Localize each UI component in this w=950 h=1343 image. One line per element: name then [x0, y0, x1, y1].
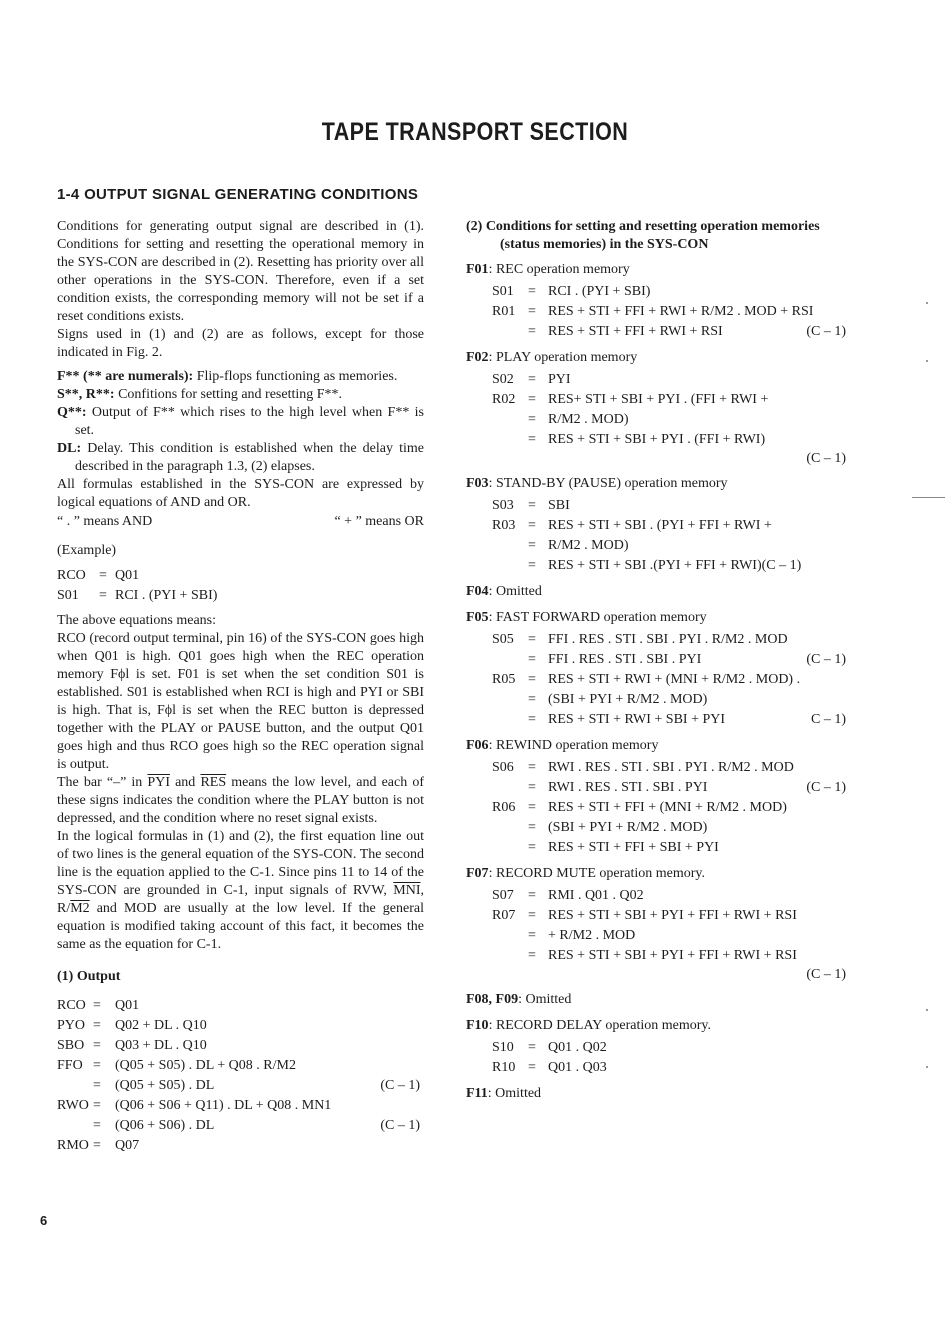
memory-equations	[466, 496, 846, 576]
eq-lhs: S10	[492, 1040, 514, 1055]
eq-rhs: RES + STI + SBI + PYI + FFI + RWI + RSI	[548, 908, 797, 923]
equation-row: = RWI . RES . STI . SBI . PYI (C – 1)	[492, 778, 846, 798]
eq-rhs: (SBI + PYI + R/M2 . MOD)	[548, 820, 708, 835]
memory-desc: : FAST FORWARD operation memory	[488, 610, 707, 625]
explain-head: The above equations means:	[57, 613, 217, 628]
eq-lhs: S07	[492, 888, 514, 903]
equation-row: = RES + STI + SBI + PYI . (FFI + RWI)	[492, 430, 846, 450]
memory-equations	[466, 630, 846, 730]
memory-id: F08, F09	[466, 992, 519, 1007]
eq-lhs: SBO	[57, 1038, 85, 1053]
equation-row: FFO = (Q05 + S05) . DL + Q08 . R/M2	[57, 1056, 424, 1076]
memory-id: F02	[466, 350, 489, 365]
def-term: DL:	[57, 441, 82, 456]
eq-rhs: + R/M2 . MOD	[548, 928, 636, 943]
memory-block-f06	[466, 736, 846, 858]
text-run: and	[169, 775, 201, 790]
eq-rhs: Q01 . Q02	[548, 1040, 607, 1055]
memory-desc: : REWIND operation memory	[488, 738, 659, 753]
eq-rhs: Q01	[115, 998, 140, 1013]
equation-row: S06 = RWI . RES . STI . SBI . PYI . R/M2 . MOD	[492, 758, 846, 778]
memory-desc: : Omitted	[487, 1086, 542, 1101]
memory-id: F03	[466, 476, 489, 491]
margin-rule	[912, 497, 945, 498]
bar-paragraph	[57, 774, 424, 828]
equation-row: = FFI . RES . STI . SBI . PYI (C – 1)	[492, 650, 846, 670]
eq-rhs: RWI . RES . STI . SBI . PYI	[548, 780, 708, 795]
memory-blocks	[466, 260, 846, 1104]
eq-lhs: S01	[57, 588, 79, 603]
right-column	[466, 218, 846, 1110]
eq-lhs: S03	[492, 498, 514, 513]
memory-block-f05	[466, 608, 846, 730]
text-run: , R/	[57, 883, 424, 916]
def-f	[57, 368, 424, 386]
equation-row: R10 = Q01 . Q03	[492, 1058, 846, 1078]
equation-row: RWO = (Q06 + S06 + Q11) . DL + Q08 . MN1	[57, 1096, 424, 1116]
eq-lhs: RCO	[57, 998, 86, 1013]
equation-row: = + R/M2 . MOD	[492, 926, 846, 946]
eq-rhs: Q01	[115, 568, 140, 583]
equation-row: S02 = PYI	[492, 370, 846, 390]
memory-equations	[466, 886, 846, 966]
eq-lhs: R02	[492, 392, 516, 407]
equation-row: = RES + STI + SBI .(PYI + FFI + RWI)(C – 1)	[492, 556, 846, 576]
memory-label	[466, 474, 846, 494]
memory-desc: : PLAY operation memory	[488, 350, 638, 365]
memory-label	[466, 736, 846, 756]
memory-desc: : Omitted	[488, 584, 542, 599]
equation-row: = RES + STI + SBI + PYI + FFI + RWI + RSI	[492, 946, 846, 966]
eq-rhs: FFI . RES . STI . SBI . PYI . R/M2 . MOD	[548, 632, 788, 647]
equation-row: R02 = RES+ STI + SBI + PYI . (FFI + RWI +	[492, 390, 846, 410]
eq-rhs: RWI . RES . STI . SBI . PYI . R/M2 . MOD	[548, 760, 794, 775]
eq-lhs: R03	[492, 518, 516, 533]
equation-row: = (SBI + PYI + R/M2 . MOD)	[492, 690, 846, 710]
memory-id: F04	[466, 584, 489, 599]
equation-row: S07 = RMI . Q01 . Q02	[492, 886, 846, 906]
eq-lhs: R10	[492, 1060, 516, 1075]
scan-dot	[926, 360, 928, 362]
equation-row: PYO = Q02 + DL . Q10	[57, 1016, 424, 1036]
scan-dot	[926, 1066, 928, 1068]
equation-row: R01 = RES + STI + FFI + RWI + R/M2 . MOD + RSI	[492, 302, 846, 322]
eq-rhs: R/M2 . MOD)	[548, 538, 629, 553]
equation-row: = R/M2 . MOD)	[492, 410, 846, 430]
eq-rhs: (SBI + PYI + R/M2 . MOD)	[548, 692, 708, 707]
memory-block-f11	[466, 1084, 846, 1104]
memory-label	[466, 582, 846, 602]
eq-lhs: S01	[492, 284, 514, 299]
all-formulas-paragraph: All formulas established in the SYS-CON are expressed by logical equations of AND and OR.	[57, 477, 424, 510]
eq-tag: (C – 1)	[806, 967, 846, 982]
eq-rhs: SBI	[548, 498, 570, 513]
eq-rhs: (Q05 + S05) . DL	[115, 1078, 215, 1093]
section-title: OUTPUT SIGNAL GENERATING CONDITIONS	[84, 186, 419, 203]
memory-block-f01	[466, 260, 846, 342]
eq-lhs: RWO	[57, 1098, 89, 1113]
memory-label	[466, 864, 846, 884]
eq-rhs: PYI	[548, 372, 571, 387]
eq-lhs: PYO	[57, 1018, 86, 1033]
eq-rhs: RCI . (PYI + SBI)	[548, 284, 651, 299]
means-and: “ . ” means AND	[57, 514, 153, 529]
eq-tag: (C – 1)	[806, 451, 846, 466]
eq-rhs: (Q06 + S06) . DL	[115, 1118, 215, 1133]
memory-id: F10	[466, 1018, 489, 1033]
memory-id: F01	[466, 262, 489, 277]
eq-tag: C – 1)	[811, 712, 846, 727]
eq-rhs: Q02 + DL . Q10	[115, 1018, 207, 1033]
equation-row: = (SBI + PYI + R/M2 . MOD)	[492, 818, 846, 838]
equation-row: R03 = RES + STI + SBI . (PYI + FFI + RWI +	[492, 516, 846, 536]
section-number: 1-4	[57, 186, 80, 203]
eq-rhs: R/M2 . MOD)	[548, 412, 629, 427]
memory-desc: : STAND-BY (PAUSE) operation memory	[488, 476, 728, 491]
equation-row: = RES + STI + FFI + RWI + RSI (C – 1)	[492, 322, 846, 342]
eq-lhs: RMO	[57, 1138, 89, 1153]
scan-dot	[926, 302, 928, 304]
equation-row: R05 = RES + STI + RWI + (MNI + R/M2 . MOD) .	[492, 670, 846, 690]
eq-rhs: Q01 . Q03	[548, 1060, 607, 1075]
eq-rhs: RES + STI + RWI + SBI + PYI	[548, 712, 726, 727]
eq-lhs: S06	[492, 760, 514, 775]
def-term: Q**:	[57, 405, 87, 420]
eq-tag: (C – 1)	[380, 1118, 420, 1133]
def-dl	[57, 440, 424, 476]
eq-tag: (C – 1)	[806, 652, 846, 667]
logical-paragraph	[57, 828, 424, 954]
memory-id: F07	[466, 866, 489, 881]
example-eq: S01 = RCI . (PYI + SBI)	[57, 586, 424, 606]
memory-id: F06	[466, 738, 489, 753]
memory-equations	[466, 1038, 846, 1078]
memory-desc: : Omitted	[518, 992, 572, 1007]
text-run: $\overline{RES}$	[200, 775, 227, 790]
eq-lhs: R07	[492, 908, 516, 923]
text-run: $\overline{MNI}$	[393, 883, 421, 898]
memory-desc: : REC operation memory	[488, 262, 630, 277]
text-run: The bar “–” in	[57, 775, 148, 790]
eq-lhs: S05	[492, 632, 514, 647]
def-sr	[57, 386, 424, 404]
memory-id: F11	[466, 1086, 488, 1101]
example-eq: RCO = Q01	[57, 566, 424, 586]
means-line	[57, 512, 424, 532]
memory-block-f02	[466, 348, 846, 468]
eq-rhs: RES + STI + FFI + RWI + RSI	[548, 324, 723, 339]
eq-lhs: R05	[492, 672, 516, 687]
left-column	[57, 218, 424, 1156]
eq-rhs: RES+ STI + SBI + PYI . (FFI + RWI +	[548, 392, 769, 407]
equation-row: S10 = Q01 . Q02	[492, 1038, 846, 1058]
equation-row: RCO = Q01	[57, 996, 424, 1016]
equation-row: R07 = RES + STI + SBI + PYI + FFI + RWI + RSI	[492, 906, 846, 926]
equation-row: R06 = RES + STI + FFI + (MNI + R/M2 . MOD)	[492, 798, 846, 818]
equation-row: S03 = SBI	[492, 496, 846, 516]
text-run: $\overline{PYI}$	[147, 775, 170, 790]
eq-rhs: RES + STI + FFI + (MNI + R/M2 . MOD)	[548, 800, 787, 815]
eq-lhs: R01	[492, 304, 516, 319]
memory-label	[466, 1016, 846, 1036]
eq-lhs: R06	[492, 800, 516, 815]
eq-rhs: RES + STI + SBI + PYI . (FFI + RWI)	[548, 432, 766, 447]
eq-rhs: RMI . Q01 . Q02	[548, 888, 644, 903]
equation-row: S05 = FFI . RES . STI . SBI . PYI . R/M2 . MOD	[492, 630, 846, 650]
eq-rhs: RES + STI + FFI + SBI + PYI	[548, 840, 719, 855]
memory-label	[466, 1084, 846, 1104]
eq-tag: (C – 1)	[806, 780, 846, 795]
def-text: Flip-flops functioning as memories.	[193, 369, 398, 384]
memory-desc: : RECORD MUTE operation memory.	[488, 866, 706, 881]
eq-rhs: (Q06 + S06 + Q11) . DL + Q08 . MN1	[115, 1098, 332, 1113]
equation-row: = RES + STI + FFI + SBI + PYI	[492, 838, 846, 858]
eq-lhs: S02	[492, 372, 514, 387]
text-run: M2	[70, 901, 90, 916]
eq-rhs: Q03 + DL . Q10	[115, 1038, 207, 1053]
eq-tag: (C – 1)	[380, 1078, 420, 1093]
equation-row: SBO = Q03 + DL . Q10	[57, 1036, 424, 1056]
equation-row: = R/M2 . MOD)	[492, 536, 846, 556]
memory-label	[466, 608, 846, 628]
eq-rhs: RCI . (PYI + SBI)	[115, 588, 218, 603]
means-or: “ + ” means OR	[334, 514, 424, 529]
eq-rhs: RES + STI + RWI + (MNI + R/M2 . MOD) .	[548, 672, 801, 687]
memory-block-f07	[466, 864, 846, 984]
output-heading: (1) Output	[57, 969, 121, 984]
def-term: S**, R**:	[57, 387, 115, 402]
def-text: Delay. This condition is established when the delay time described in the paragraph 1.3, (2) elapses.	[75, 441, 424, 474]
signs-paragraph: Signs used in (1) and (2) are as follows, except for those indicated in Fig. 2.	[57, 327, 424, 360]
page-title: TAPE TRANSPORT SECTION	[321, 118, 629, 146]
memory-desc: : RECORD DELAY operation memory.	[488, 1018, 711, 1033]
memory-block-f04	[466, 582, 846, 602]
memory-id: F05	[466, 610, 489, 625]
eq-rhs: Q07	[115, 1138, 140, 1153]
eq-rhs: RES + STI + SBI . (PYI + FFI + RWI +	[548, 518, 772, 533]
memory-block-f10	[466, 1016, 846, 1078]
text-run: means the low level, and each of these signs indicates the condition where the PLAY button is not depressed, and the condition where no reset signal exists.	[57, 775, 425, 826]
memory-equations	[466, 282, 846, 342]
eq-rhs: (Q05 + S05) . DL + Q08 . R/M2	[115, 1058, 296, 1073]
eq-rhs: RES + STI + SBI + PYI + FFI + RWI + RSI	[548, 948, 797, 963]
conditions-heading: (2) Conditions for setting and resetting operation memories (status memories) in the SYS-CON	[466, 219, 820, 252]
eq-rhs: RES + STI + FFI + RWI + R/M2 . MOD + RSI	[548, 304, 814, 319]
equation-row: = RES + STI + RWI + SBI + PYI C – 1)	[492, 710, 846, 730]
equation-row: RMO = Q07	[57, 1136, 424, 1156]
output-equations	[57, 996, 424, 1156]
text-run: and MOD are usually at the low level. If the general equation is modified taking account of this fact, it becomes the same as the equation for C-1.	[57, 901, 424, 952]
equation-row: = (Q06 + S06) . DL (C – 1)	[57, 1116, 424, 1136]
example-label: (Example)	[57, 543, 117, 558]
eq-tag: (C – 1)	[806, 324, 846, 339]
memory-label	[466, 260, 846, 280]
memory-label	[466, 990, 846, 1010]
eq-rhs: RES + STI + SBI .(PYI + FFI + RWI)(C – 1)	[548, 558, 802, 573]
memory-block-f08	[466, 990, 846, 1010]
memory-equations	[466, 758, 846, 858]
memory-equations	[466, 370, 846, 450]
section-heading	[57, 186, 418, 203]
scan-dot	[926, 1009, 928, 1011]
eq-rhs: FFI . RES . STI . SBI . PYI	[548, 652, 702, 667]
eq-lhs: RCO	[57, 568, 86, 583]
equation-row: = (Q05 + S05) . DL (C – 1)	[57, 1076, 424, 1096]
def-q	[57, 404, 424, 440]
def-term: F** (** are numerals):	[57, 369, 194, 384]
explain-paragraph: RCO (record output terminal, pin 16) of the SYS-CON goes high when Q01 is high. Q01 goes high when the REC operation memory Fϕl is set. F01 is set when the set condition S01 is established. S01 is established when RCI is high and PYI or SBI is high. That is, Fϕl is set when the REC button is depressed together with the PLAY or PAUSE button, and the output Q01 goes high and thus RCO goes high so the REC operation signal is output.	[57, 631, 424, 772]
equation-row: S01 = RCI . (PYI + SBI)	[492, 282, 846, 302]
text-run: In the logical formulas in (1) and (2), the first equation line out of two lines is the general equation of the SYS-CON. The second line is the equation applied to the C-1. Since pins 11 to 14 of the SYS-CON are grounded in C-1, input signals of RVW,	[57, 829, 424, 898]
memory-label	[466, 348, 846, 368]
intro-paragraph: Conditions for generating output signal are described in (1). Conditions for setting and resetting the operational memory in the SYS-CON are described in (2). Resetting has priority over all other operations in the SYS-CON. Therefore, even if a set condition exists, the corresponding memory will not be set if a reset conditions exists.	[57, 219, 424, 324]
def-text: Confitions for setting and resetting F**.	[114, 387, 343, 402]
page-number: 6	[40, 1213, 48, 1228]
def-text: Output of F** which rises to the high level when F** is set.	[75, 405, 424, 438]
memory-block-f03	[466, 474, 846, 576]
eq-lhs: FFO	[57, 1058, 83, 1073]
